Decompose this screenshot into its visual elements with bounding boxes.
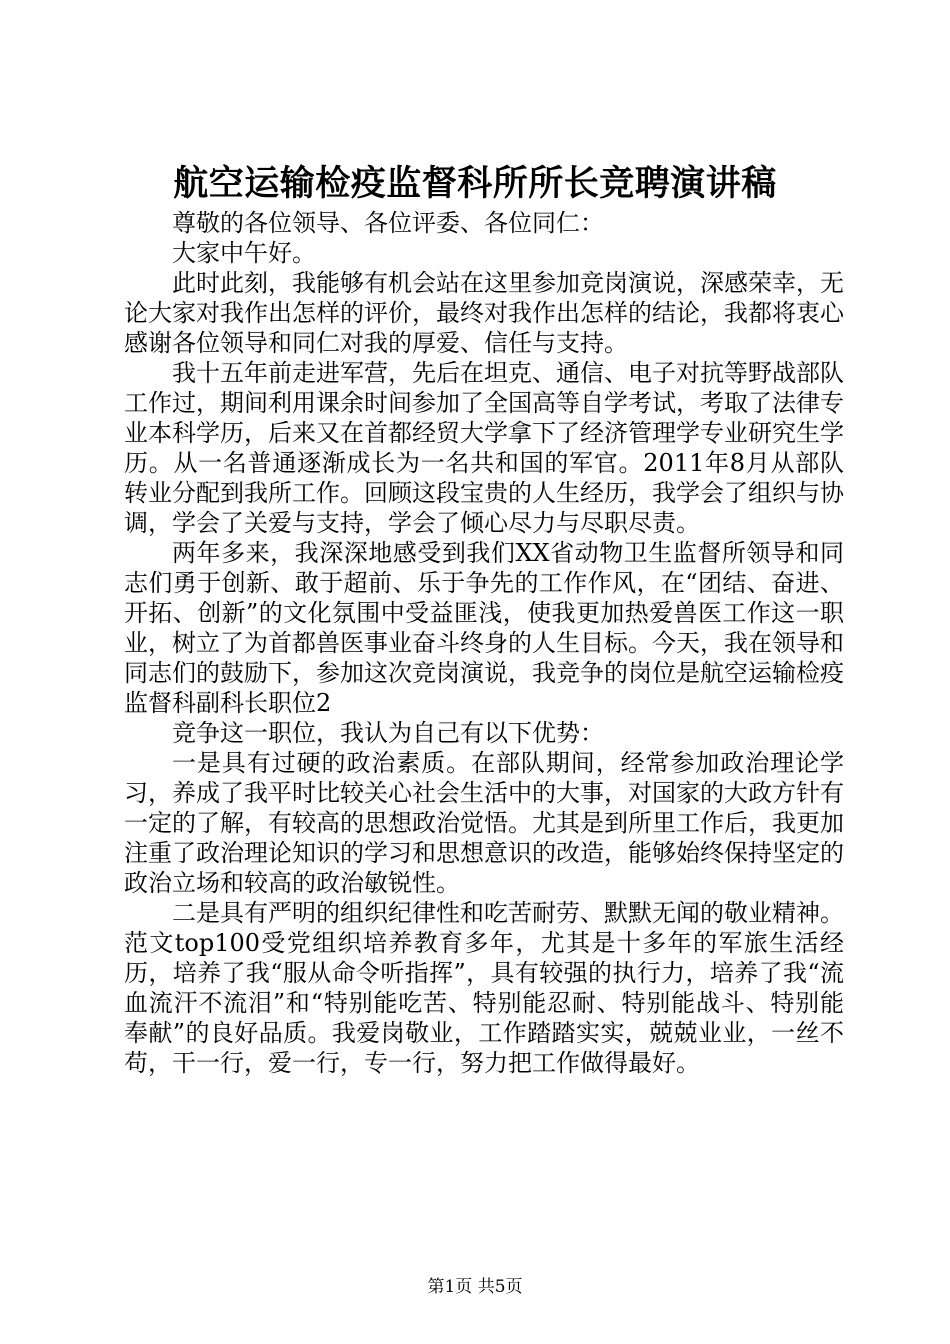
body-paragraph: 一是具有过硬的政治素质。在部队期间，经常参加政治理论学习，养成了我平时比较关心社会生活中的大事，对国家的大政方针有一定的了解，有较高的思想政治觉悟。尤其是到所里工作后，我更加注重了政治理论知识的学习和思想意识的改造，能够始终保持坚定的政治立场和较高的政治敏锐性。 (124, 749, 844, 897)
body-paragraph: 此时此刻，我能够有机会站在这里参加竞岗演说，深感荣幸，无论大家对我作出怎样的评价，最终对我作出怎样的结论，我都将衷心感谢各位领导和同仁对我的厚爱、信任与支持。 (124, 269, 844, 357)
greeting: 大家中午好。 (172, 239, 316, 267)
body-paragraph: 两年多来，我深深地感受到我们XX省动物卫生监督所领导和同志们勇于创新、敢于超前、乐于争先的工作作风，在“团结、奋进、开拓、创新”的文化氛围中受益匪浅，使我更加热爱兽医工作这一职业，树立了为首都兽医事业奋斗终身的人生目标。今天，我在领导和同志们的鼓励下，参加这次竞岗演说，我竞争的岗位是航空运输检疫监督科副科长职位2 (124, 539, 844, 717)
body-paragraph: 我十五年前走进军营，先后在坦克、通信、电子对抗等野战部队工作过，期间利用课余时间参加了全国高等自学考试，考取了法律专业本科学历，后来又在首都经贸大学拿下了经济管理学专业研究生学历。从一名普通逐渐成长为一名共和国的军官。2011年8月从部队转业分配到我所工作。回顾这段宝贵的人生经历，我学会了组织与协调，学会了关爱与支持，学会了倾心尽力与尽职尽责。 (124, 359, 844, 537)
document-body (124, 208, 844, 1078)
salutation: 尊敬的各位领导、各位评委、各位同仁： (172, 209, 604, 237)
body-paragraph: 二是具有严明的组织纪律性和吃苦耐劳、默默无闻的敬业精神。范文top100受党组织培养教育多年，尤其是十多年的军旅生活经历，培养了我“服从命令听指挥”，具有较强的执行力，培养了我“流血流汗不流泪”和“特别能吃苦、特别能忍耐、特别能战斗、特别能奉献”的良好品质。我爱岗敬业，工作踏踏实实，兢兢业业，一丝不苟，干一行，爱一行，专一行，努力把工作做得最好。 (124, 899, 844, 1077)
page-number-footer: 第1页 共5页 (427, 1277, 523, 1297)
body-paragraph: 竞争这一职位，我认为自己有以下优势： (172, 719, 604, 747)
document-title: 航空运输检疫监督科所所长竞聘演讲稿 (173, 163, 777, 204)
